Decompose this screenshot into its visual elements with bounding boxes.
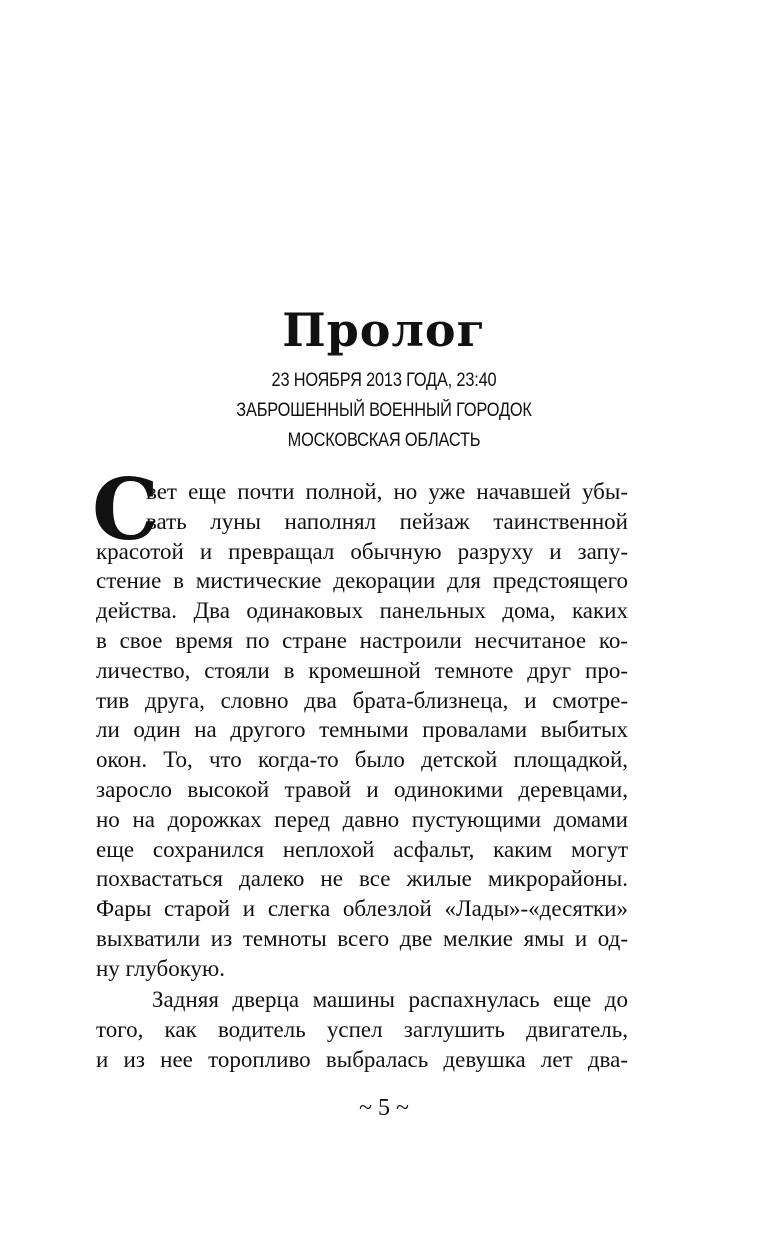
drop-cap: С	[92, 460, 159, 559]
text-line: заросло высокой травой и одинокими деревцами,	[96, 776, 628, 802]
text-line: вет еще почти полной, но уже начавшей убы-	[146, 479, 628, 504]
text-line: красотой и превращал обычную разруху и запу-	[96, 538, 628, 564]
paragraph-2	[96, 985, 628, 1074]
text-line: вать луны наполнял пейзаж таинственной	[146, 508, 628, 534]
chapter-place: ЗАБРОШЕННЫЙ ВОЕННЫЙ ГОРОДОК	[236, 400, 532, 421]
text-line: тив друга, словно два брата-близнеца, и смотре-	[96, 687, 628, 713]
text-line: Фары старой и слегка облезлой «Лады»-«десятки»	[96, 896, 628, 922]
text-line: еще сохранился неплохой асфальт, каким могут	[96, 836, 628, 862]
text-line: стение в мистические декорации для предстоящего	[96, 568, 628, 594]
text-line: личество, стояли в кромешной темноте друг про-	[96, 657, 628, 683]
text-line: ли один на другого темными провалами выбитых	[96, 717, 628, 743]
text-line: ну глубокую.	[96, 955, 225, 981]
text-line: действа. Два одинаковых панельных дома, каких	[96, 598, 628, 624]
text-line: и из нее торопливо выбралась девушка лет два-	[96, 1046, 628, 1072]
text-line: но на дорожках перед давно пустующими домами	[96, 806, 628, 832]
text-line: того, как водитель успел заглушить двигатель,	[96, 1016, 628, 1042]
text-line: в свое время по стране настроили несчитаное ко-	[96, 627, 628, 653]
chapter-date: 23 НОЯБРЯ 2013 ГОДА, 23:40	[271, 370, 497, 391]
text-line: Задняя дверца машины распахнулась еще до	[152, 987, 628, 1012]
text-line: выхватили из темноты всего две мелкие ямы и од-	[96, 925, 628, 951]
text-line: окон. То, что когда-то было детской площадкой,	[96, 747, 628, 773]
page-number: ~ 5 ~	[359, 1095, 409, 1121]
text-line: похвастаться далеко не все жилые микрорайоны.	[96, 866, 628, 892]
chapter-title: Пролог	[282, 303, 486, 357]
chapter-region: МОСКОВСКАЯ ОБЛАСТЬ	[287, 430, 481, 451]
paragraph-1	[96, 477, 628, 984]
